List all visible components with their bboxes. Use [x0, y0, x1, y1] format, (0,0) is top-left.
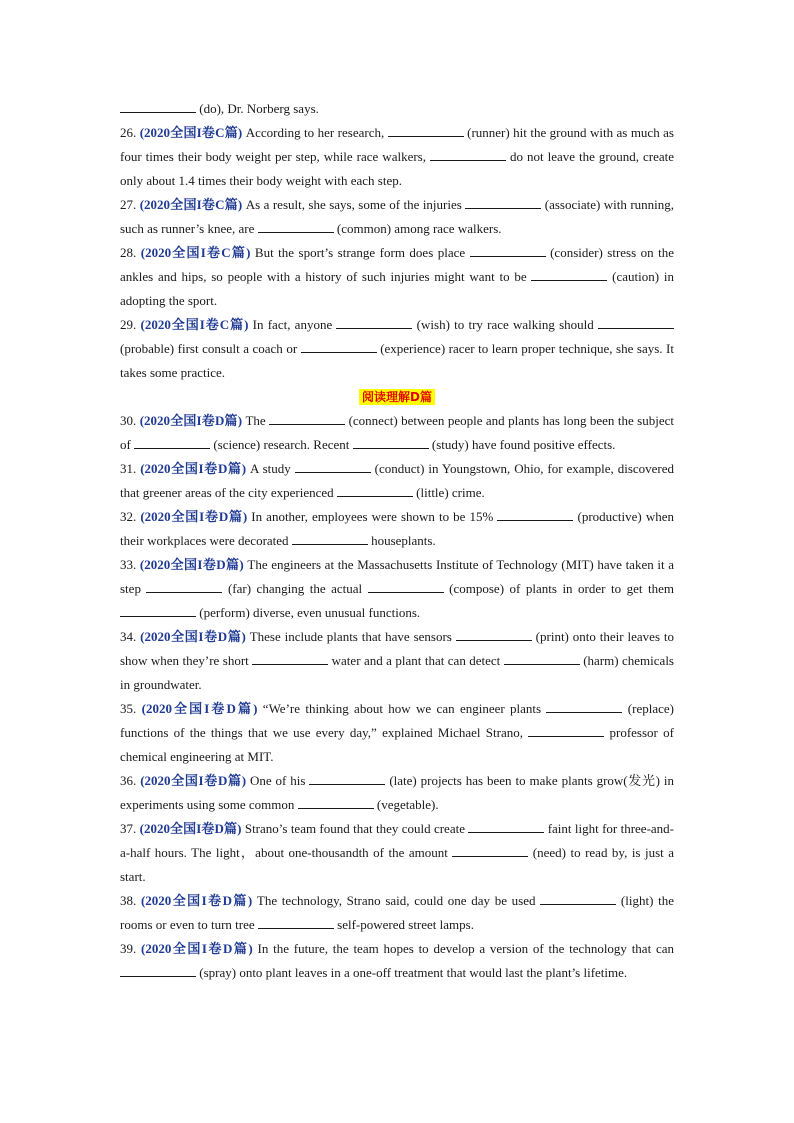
question-text: (conduct) in Youngstown, Ohio, for example, discovered that greener areas of the city experienced — [120, 461, 675, 500]
source-tag: (2020全国I卷D篇) — [140, 893, 253, 908]
source-tag: (2020全国I卷D篇) — [140, 461, 247, 476]
question-text: (common) among race walkers. — [333, 221, 502, 236]
question-number: 34. — [120, 629, 137, 644]
question-text: (little) crime. — [412, 485, 485, 500]
answer-blank[interactable] — [120, 100, 196, 113]
question-number: 33. — [120, 557, 137, 572]
question-item — [120, 241, 674, 313]
question-item — [120, 937, 674, 985]
question-text: (spray) onto plant leaves in a one-off treatment that would last the plant’s lifetime. — [196, 965, 628, 980]
exercise-page — [120, 97, 674, 985]
question-text: One of his — [246, 773, 310, 788]
answer-blank[interactable] — [120, 964, 196, 977]
question-text: (light) the rooms or even to turn tree — [120, 893, 674, 932]
question-text: The engineers at the Massachusetts Institute of Technology (MIT) have taken it a step — [120, 557, 674, 596]
question-text: In the future, the team hopes to develop a version of the technology that can — [252, 941, 674, 956]
question-text: (compose) of plants in order to get them — [443, 581, 674, 596]
source-tag: (2020全国I卷D篇) — [140, 773, 247, 788]
source-tag: (2020全国I卷C篇) — [140, 245, 251, 260]
answer-blank[interactable] — [252, 652, 328, 665]
answer-blank[interactable] — [146, 580, 222, 593]
question-text: But the sport’s strange form does place — [250, 245, 470, 260]
question-text: (need) to read by, is just a start. — [120, 845, 675, 884]
answer-blank[interactable] — [528, 724, 604, 737]
question-item — [120, 625, 674, 697]
question-text: The — [242, 413, 270, 428]
question-text: self-powered street lamps. — [333, 917, 474, 932]
question-item — [120, 817, 674, 889]
question-item — [120, 121, 674, 193]
source-tag: (2020全国I卷D篇) — [139, 821, 242, 836]
answer-blank[interactable] — [336, 316, 412, 329]
question-text: (runner) hit the ground with as much as four times their body weight per step, while race walkers, — [120, 125, 674, 164]
question-number: 28. — [120, 245, 137, 260]
answer-blank[interactable] — [258, 916, 334, 929]
source-tag: (2020全国I卷D篇) — [139, 413, 243, 428]
question-number: 32. — [120, 509, 137, 524]
answer-blank[interactable] — [368, 580, 444, 593]
answer-blank[interactable] — [353, 436, 429, 449]
question-text: (replace) functions of the things that we use every day,” explained Michael Strano, — [120, 701, 674, 740]
question-text: (study) have found positive effects. — [428, 437, 616, 452]
question-item — [120, 889, 674, 937]
question-text: According to her research, — [242, 125, 388, 140]
question-text: professor of chemical engineering at MIT. — [120, 725, 674, 764]
question-text: (probable) first consult a coach or — [120, 341, 301, 356]
answer-blank[interactable] — [292, 532, 368, 545]
source-tag: (2020全国I卷D篇) — [141, 941, 253, 956]
question-number: 27. — [120, 197, 137, 212]
question-item — [120, 313, 674, 385]
source-tag: (2020全国I卷C篇) — [139, 125, 243, 140]
question-text: A study — [246, 461, 295, 476]
question-item — [120, 457, 674, 505]
question-text: (experience) racer to learn proper technique, she says. It takes some practice. — [120, 341, 674, 380]
question-item — [120, 97, 674, 121]
question-number: 39. — [120, 941, 137, 956]
question-number: 37. — [120, 821, 137, 836]
question-text: (associate) with running, such as runner’s knee, are — [120, 197, 675, 236]
question-text: (science) research. Recent — [210, 437, 353, 452]
question-text: (vegetable). — [373, 797, 439, 812]
answer-blank[interactable] — [269, 412, 345, 425]
question-number: 31. — [120, 461, 137, 476]
answer-blank[interactable] — [388, 124, 464, 137]
question-text: (connect) between people and plants has long been the subject of — [120, 413, 674, 452]
question-text: houseplants. — [367, 533, 436, 548]
question-item — [120, 553, 674, 625]
answer-blank[interactable] — [452, 844, 528, 857]
question-text: These include plants that have sensors — [245, 629, 456, 644]
answer-blank[interactable] — [468, 820, 544, 833]
answer-blank[interactable] — [598, 316, 674, 329]
question-text: (perform) diverse, even unusual functions. — [196, 605, 421, 620]
answer-blank[interactable] — [456, 628, 532, 641]
question-number: 26. — [120, 125, 137, 140]
question-text: “We’re thinking about how we can engineer plants — [257, 701, 547, 716]
source-tag: (2020全国I卷C篇) — [140, 317, 249, 332]
question-item — [120, 697, 674, 769]
answer-blank[interactable] — [470, 244, 546, 257]
answer-blank[interactable] — [295, 460, 371, 473]
answer-blank[interactable] — [430, 148, 506, 161]
question-text: (wish) to try race walking should — [412, 317, 599, 332]
question-number: 36. — [120, 773, 137, 788]
question-text: Strano’s team found that they could create — [241, 821, 469, 836]
source-tag: (2020全国I卷C篇) — [139, 197, 243, 212]
answer-blank[interactable] — [258, 220, 334, 233]
answer-blank[interactable] — [546, 700, 622, 713]
answer-blank[interactable] — [540, 892, 616, 905]
answer-blank[interactable] — [504, 652, 580, 665]
question-text: In fact, anyone — [248, 317, 337, 332]
question-item — [120, 409, 674, 457]
question-item — [120, 505, 674, 553]
answer-blank[interactable] — [298, 796, 374, 809]
question-text: (caution) in adopting the sport. — [120, 269, 674, 308]
question-number: 35. — [120, 701, 137, 716]
question-text: (consider) stress on the ankles and hips, so people with a history of such injuries might want to be — [120, 245, 674, 284]
question-number: 29. — [120, 317, 137, 332]
question-text: In another, employees were shown to be 15% — [247, 509, 498, 524]
answer-blank[interactable] — [531, 268, 607, 281]
question-text: (late) projects has been to make plants grow(发光) in experiments using some common — [120, 773, 675, 812]
section-title — [120, 385, 674, 409]
source-tag: (2020全国I卷D篇) — [139, 557, 244, 572]
answer-blank[interactable] — [120, 604, 196, 617]
source-tag: (2020全国I卷D篇) — [140, 629, 246, 644]
answer-blank[interactable] — [301, 340, 377, 353]
answer-blank[interactable] — [337, 484, 413, 497]
answer-blank[interactable] — [497, 508, 573, 521]
question-text: (harm) chemicals in groundwater. — [120, 653, 674, 692]
question-text: The technology, Strano said, could one day be used — [252, 893, 541, 908]
answer-blank[interactable] — [465, 196, 541, 209]
question-text: (productive) when their workplaces were decorated — [120, 509, 674, 548]
section-title-text: 阅读理解D篇 — [359, 389, 435, 405]
question-text: do not leave the ground, create only about 1.4 times their body weight with each step. — [120, 149, 674, 188]
question-text: (far) changing the actual — [222, 581, 368, 596]
question-number: 30. — [120, 413, 137, 428]
question-item — [120, 769, 674, 817]
question-text: As a result, she says, some of the injuries — [242, 197, 466, 212]
question-text: faint light for three-and-a-half hours. The light，about one-thousandth of the amount — [120, 821, 675, 860]
source-tag: (2020全国I卷D篇) — [141, 701, 258, 716]
question-item — [120, 193, 674, 241]
question-text: (do), Dr. Norberg says. — [196, 101, 319, 116]
question-text: water and a plant that can detect — [328, 653, 504, 668]
source-tag: (2020全国I卷D篇) — [140, 509, 248, 524]
answer-blank[interactable] — [134, 436, 210, 449]
question-number: 38. — [120, 893, 137, 908]
question-text: (print) onto their leaves to show when they’re short — [120, 629, 675, 668]
answer-blank[interactable] — [309, 772, 385, 785]
